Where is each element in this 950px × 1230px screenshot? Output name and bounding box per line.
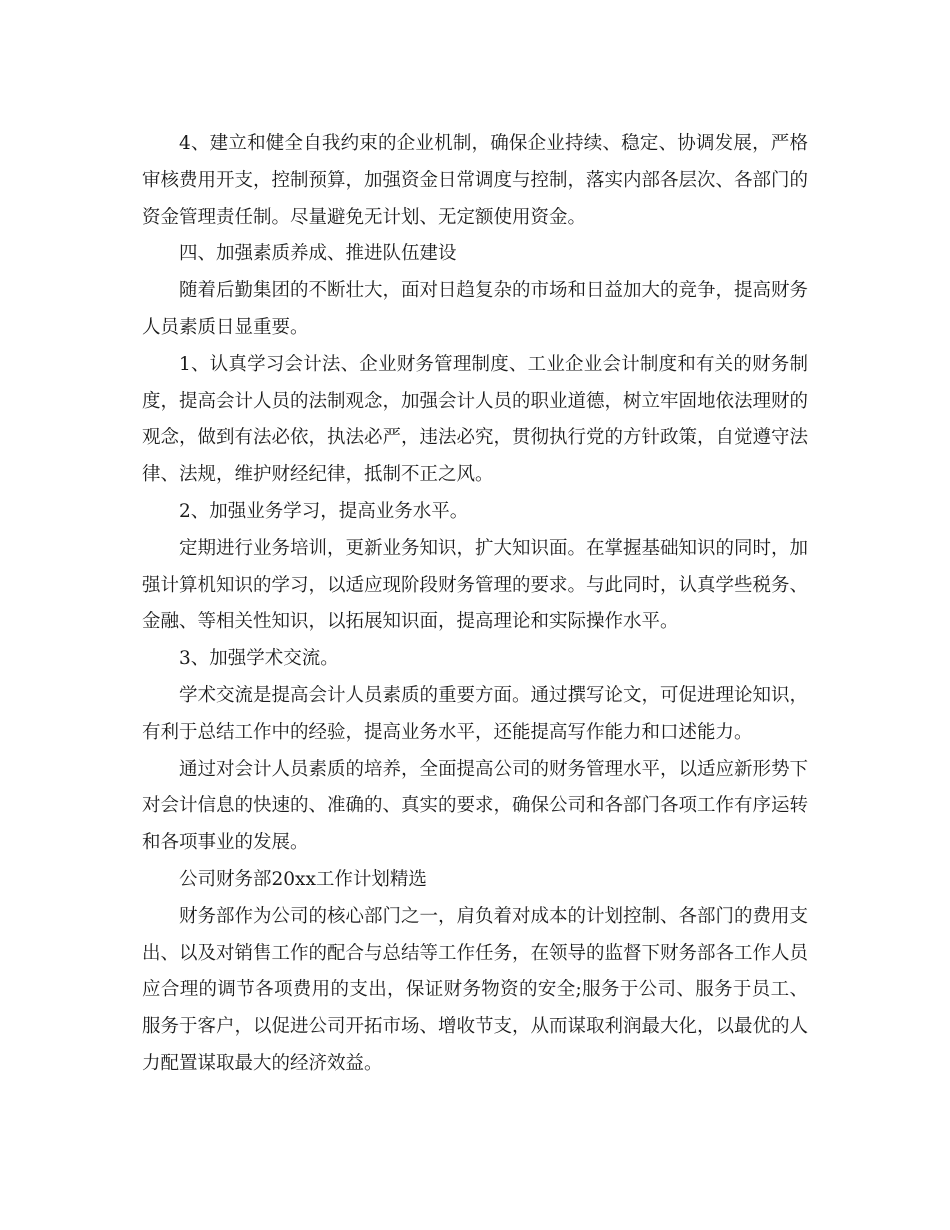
paragraph-budget-control: 4、建立和健全自我约束的企业机制，确保企业持续、稳定、协调发展，严格审核费用开支，控制预算，加强资金日常调度与控制，落实内部各层次、各部门的资金管理责任制。尽量避免无计划、无定额使用资金。 xyxy=(142,133,809,228)
paragraph-quality-summary: 通过对会计人员素质的培养，全面提高公司的财务管理水平，以适应新形势下对会计信息的快速的、准确的、真实的要求，确保公司和各部门各项工作有序运转和各项事业的发展。 xyxy=(142,758,809,854)
paragraph-business-training: 定期进行业务培训，更新业务知识，扩大知识面。在掌握基础知识的同时，加强计算机知识的学习，以适应现阶段财务管理的要求。与此同时，认真学些税务、金融、等相关性知识，以拓展知识面，提高理论和实际操作水平。 xyxy=(142,537,809,633)
paragraph-staff-quality-intro: 随着后勤集团的不断壮大，面对日趋复杂的市场和日益加大的竞争，提高财务人员素质日显重要。 xyxy=(142,280,809,338)
paragraph-business-study-heading: 2、加强业务学习，提高业务水平。 xyxy=(179,500,469,522)
paragraph-study-accounting-law: 1、认真学习会计法、企业财务管理制度、工业企业会计制度和有关的财务制度，提高会计人员的法制观念，加强会计人员的职业道德，树立牢固地依法理财的观念，做到有法必依，执法必严，违法必究，贯彻执行党的方针政策，自觉遵守法律、法规，维护财经纪律，抵制不正之风。 xyxy=(142,353,809,486)
paragraph-academic-exchange-heading: 3、加强学术交流。 xyxy=(179,648,339,670)
paragraph-finance-dept-role: 财务部作为公司的核心部门之一，肩负着对成本的计划控制、各部门的费用支出、以及对销售工作的配合与总结等工作任务，在领导的监督下财务部各工作人员应合理的调节各项费用的支出，保证财务物资的安全;服务于公司、服务于员工、服务于客户，以促进公司开拓市场、增收节支，从而谋取利润最大化，以最优的人力配置谋取最大的经济效益。 xyxy=(142,905,809,1074)
document-subtitle: 公司财务部20xx工作计划精选 xyxy=(179,868,427,890)
section-heading-team-building: 四、加强素质养成、推进队伍建设 xyxy=(179,243,457,265)
paragraph-academic-exchange: 学术交流是提高会计人员素质的重要方面。通过撰写论文，可促进理论知识，有利于总结工作中的经验，提高业务水平，还能提高写作能力和口述能力。 xyxy=(142,684,809,743)
document-page xyxy=(142,126,808,1083)
